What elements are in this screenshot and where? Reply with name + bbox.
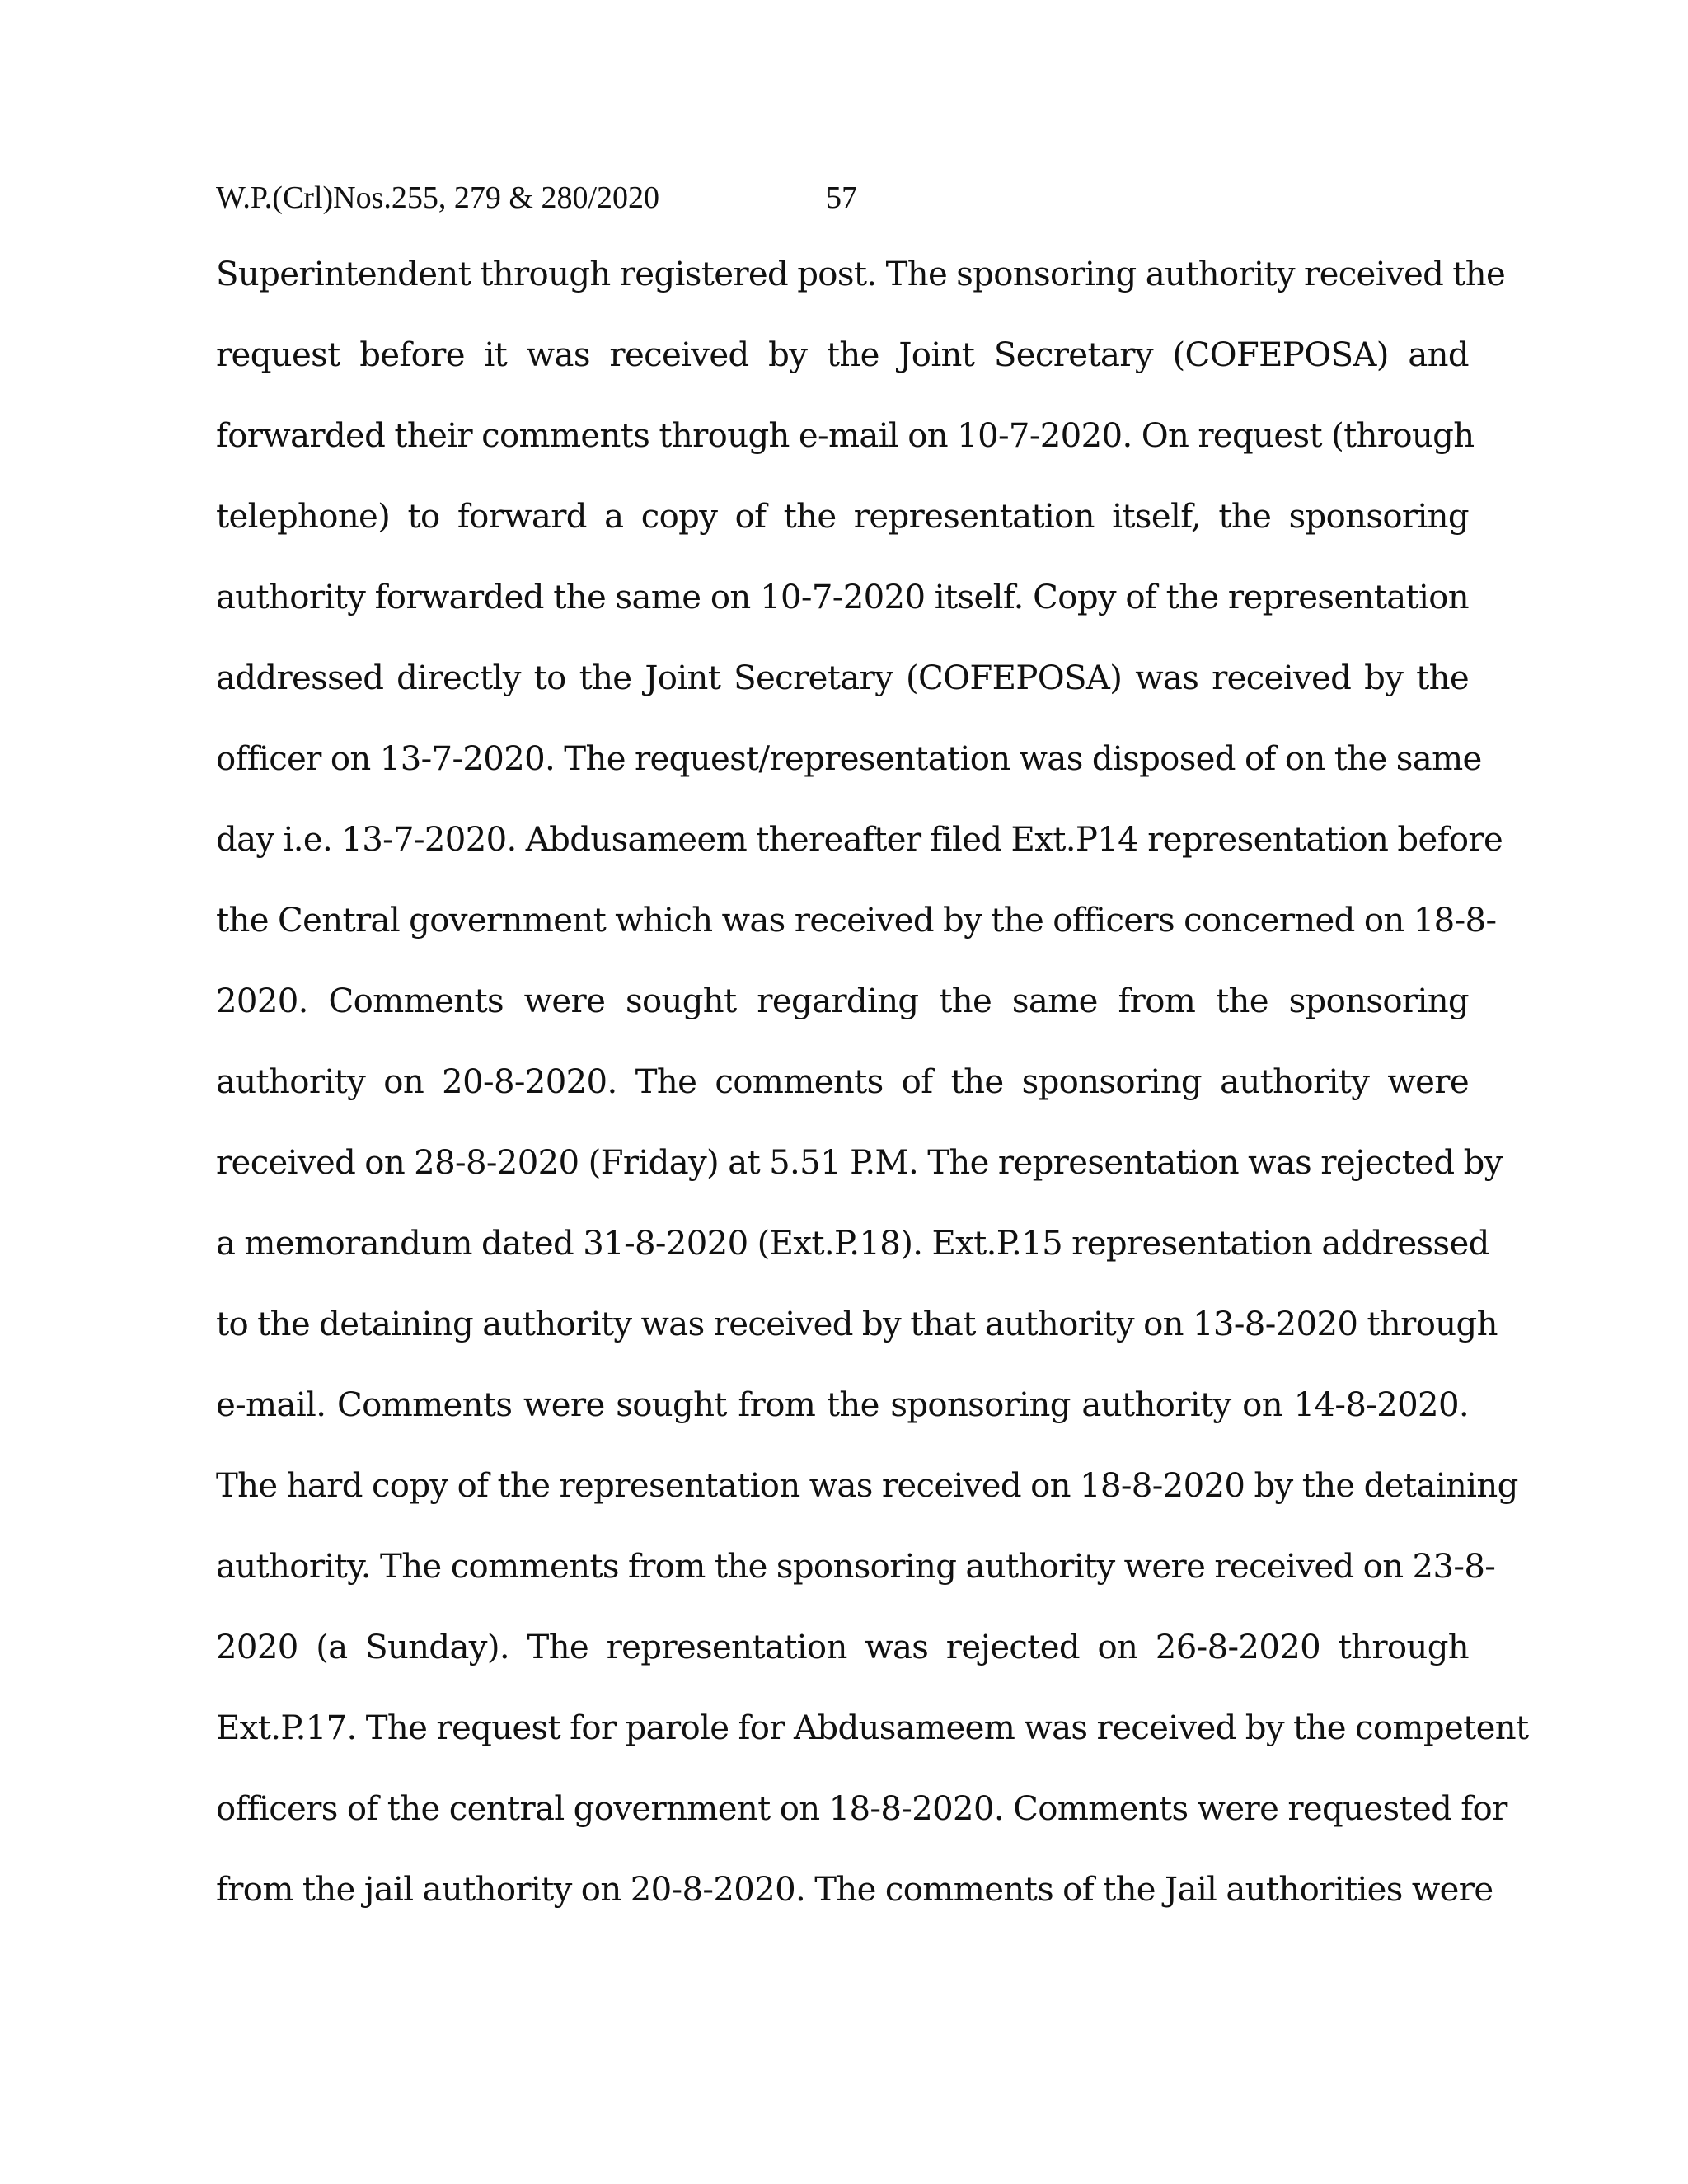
- text-line: a memorandum dated 31-8-2020 (Ext.P.18). Ext.P.15 representation addressed: [216, 1225, 1489, 1263]
- text-line: officers of the central government on 18-8-2020. Comments were requested for: [216, 1790, 1507, 1828]
- text-line: addressed directly to the Joint Secretary (COFEPOSA) was received by the: [216, 659, 1469, 697]
- text-line: The hard copy of the representation was received on 18-8-2020 by the detaining: [216, 1467, 1518, 1505]
- text-line: authority forwarded the same on 10-7-2020 itself. Copy of the representation: [216, 579, 1469, 616]
- text-line: request before it was received by the Joint Secretary (COFEPOSA) and: [216, 336, 1469, 374]
- text-line: authority. The comments from the sponsoring authority were received on 23-8-: [216, 1548, 1496, 1586]
- text-line: telephone) to forward a copy of the representation itself, the sponsoring: [216, 498, 1469, 536]
- page-number: 57: [826, 180, 857, 215]
- text-line: from the jail authority on 20-8-2020. The comments of the Jail authorities were: [216, 1871, 1493, 1909]
- case-number: W.P.(Crl)Nos.255, 279 & 280/2020: [216, 180, 660, 215]
- body-text: [216, 249, 1529, 1945]
- page-header: [216, 176, 1469, 219]
- text-line: to the detaining authority was received by that authority on 13-8-2020 through: [216, 1305, 1498, 1343]
- text-line: authority on 20-8-2020. The comments of the sponsoring authority were: [216, 1063, 1469, 1101]
- text-line: received on 28-8-2020 (Friday) at 5.51 P.M. The representation was rejected by: [216, 1144, 1503, 1182]
- text-line: forwarded their comments through e-mail on 10-7-2020. On request (through: [216, 417, 1475, 455]
- text-line: the Central government which was received by the officers concerned on 18-8-: [216, 902, 1497, 940]
- text-line: Superintendent through registered post. The sponsoring authority received the: [216, 255, 1506, 293]
- text-line: officer on 13-7-2020. The request/representation was disposed of on the same: [216, 740, 1482, 778]
- text-line: 2020. Comments were sought regarding the same from the sponsoring: [216, 982, 1469, 1020]
- text-line: Ext.P.17. The request for parole for Abdusameem was received by the competent: [216, 1709, 1529, 1747]
- text-line: day i.e. 13-7-2020. Abdusameem thereafter filed Ext.P14 representation before: [216, 821, 1503, 859]
- text-line: 2020 (a Sunday). The representation was rejected on 26-8-2020 through: [216, 1629, 1469, 1666]
- text-line: e-mail. Comments were sought from the sponsoring authority on 14-8-2020.: [216, 1386, 1469, 1424]
